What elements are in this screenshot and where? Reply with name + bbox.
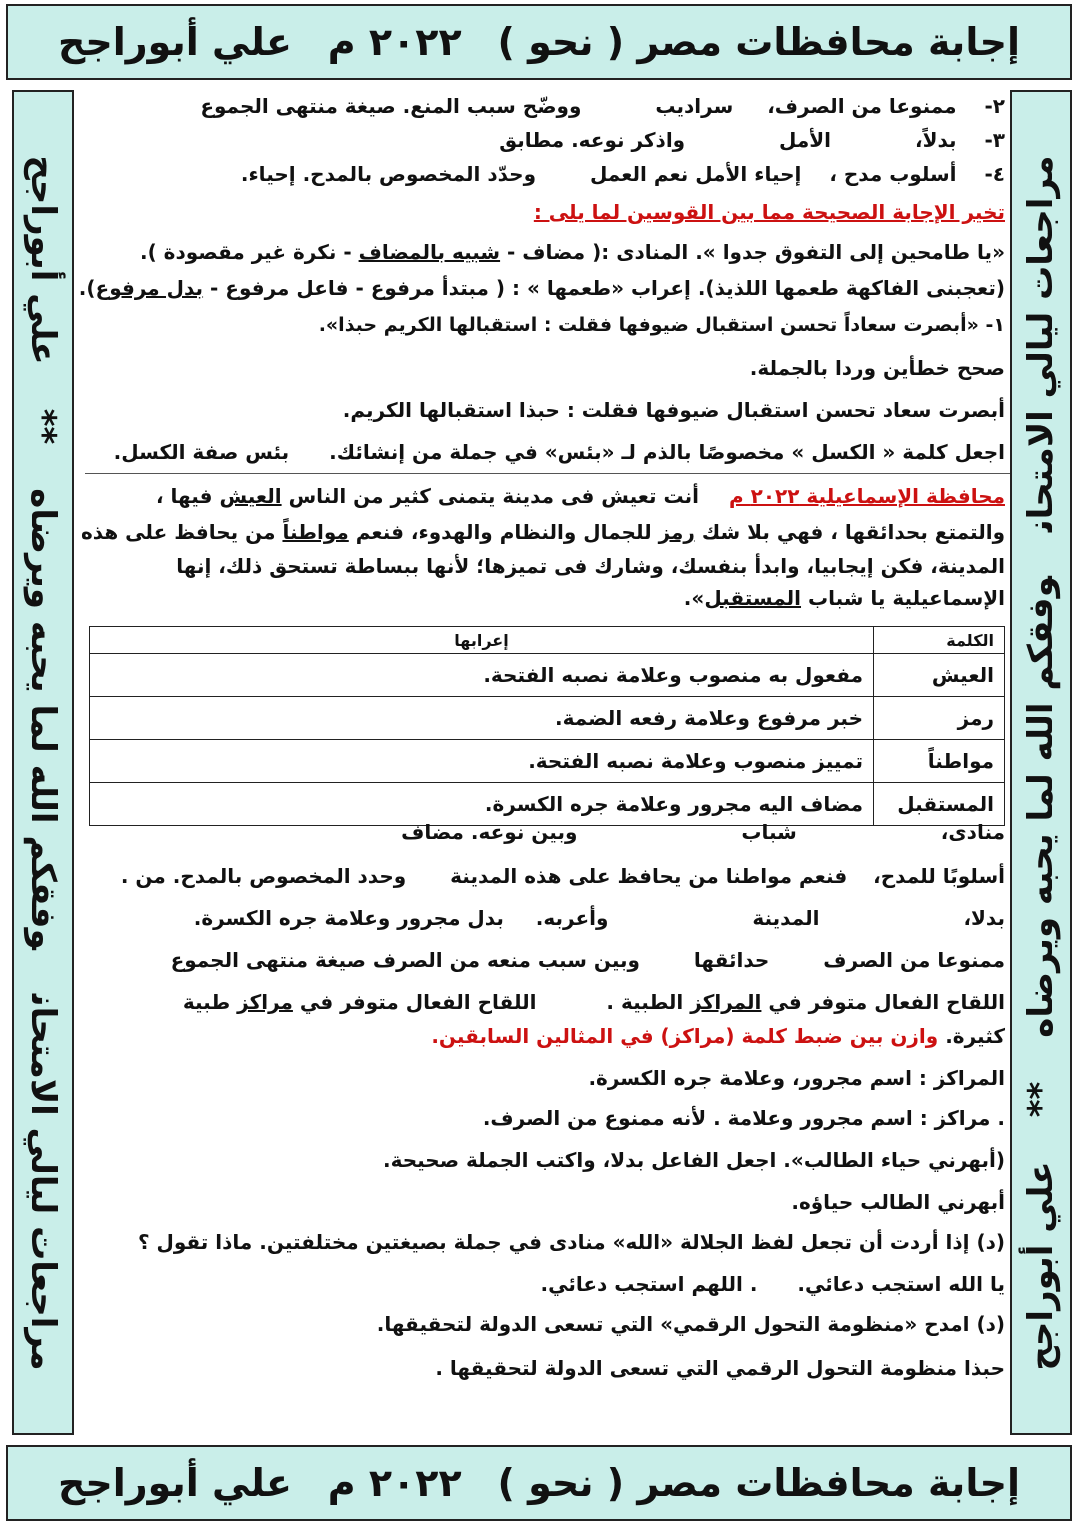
text: أنت تعيش فى مدينة يتمنى كثير من الناس	[288, 484, 700, 508]
cell-irab: خبر مرفوع وعلامة رفعه الضمة.	[90, 697, 874, 740]
answer-underlined: بدل مرفوع	[95, 276, 204, 300]
text: فيها ،	[155, 484, 213, 508]
text: بئس صفة الكسل.	[113, 440, 290, 464]
line-abharani-a: أبهرني الطالب حياؤه.	[791, 1190, 1005, 1214]
line-d2-question: (د) امدح «منظومة التحول الرقمي» التي تسعى الدولة لتحقيقها.	[376, 1312, 1005, 1336]
text: سراديب	[655, 94, 734, 118]
right-side-part1: مراجعات ليالي الامتحان	[1021, 154, 1061, 532]
text: بدلا،	[963, 906, 1005, 930]
line-liqah	[183, 990, 1005, 1014]
table-header-row	[90, 627, 1005, 654]
text: وأعربه.	[535, 906, 609, 930]
text: إحياء الأمل نعم العمل	[589, 162, 802, 186]
text: كثيرة.	[945, 1024, 1005, 1048]
text: والتمتع بحدائقها ، فهي بلا شك	[701, 520, 1005, 544]
choose-heading: تخير الإجابة الصحيحة مما بين القوسين لما يلى :	[533, 200, 1005, 224]
main-content	[80, 90, 1005, 1435]
text: . اللهم استجب دعائي.	[540, 1272, 758, 1296]
table-row	[90, 740, 1005, 783]
text: فنعم مواطنا من يحافظ على هذه المدينة	[450, 864, 848, 888]
line-p3: المدينة، فكن إيجابيا، وابدأ بنفسك، وشارك فى تميزها؛ لأنها ببساطة تستحق ذلك، إنها	[176, 554, 1005, 578]
banner-title: إجابة محافظات مصر ( نحو )	[497, 20, 1020, 64]
text: اجعل كلمة « الكسل » مخصوصًا بالذم لـ «بئس» في جملة من إنشائك.	[329, 440, 1005, 464]
text: طبية	[182, 990, 231, 1014]
text: ممنوعا من الصرف	[823, 948, 1005, 972]
right-side-part4: علي أبوراجح	[1021, 1160, 1061, 1371]
text: وبين نوعه. مضاف	[401, 820, 578, 844]
top-banner	[6, 4, 1072, 80]
line-q2	[79, 276, 1005, 300]
line-q3: ١- «أبصرت سعاداً تحسن استقبال ضيوفها فقلت : استقبالها الكريم حبذا».	[318, 314, 1005, 336]
line-d1-answers	[540, 1272, 1005, 1296]
text: - نكرة غير مقصودة ).	[139, 240, 352, 264]
text: وحدد المخصوص بالمدح. من .	[120, 864, 407, 888]
text: ممنوعا من الصرف،	[767, 94, 957, 118]
underlined-word: مراكز	[237, 990, 293, 1014]
table-row	[90, 697, 1005, 740]
left-side-part2: وفقكم الله لما يحبه ويرضاه	[23, 487, 63, 950]
line-abharani-q: (أبهرني حياء الطالب». اجعل الفاعل بدلا، واكتب الجملة صحيحة.	[383, 1148, 1005, 1172]
banner-year: ٢٠٢٢ م	[327, 20, 462, 64]
line-q3-answer: أبصرت سعاد تحسن استقبال ضيوفها فقلت : حبذا استقبالها الكريم.	[342, 398, 1005, 422]
header-word: الكلمة	[874, 627, 1005, 654]
right-side-part3: **	[1021, 1081, 1061, 1117]
right-side-part2: وفقكم الله لما يحبه ويرضاه	[1021, 575, 1061, 1038]
line-p1	[156, 484, 1005, 508]
underlined-word: مواطناً	[282, 520, 349, 544]
banner-author: علي أبوراجح	[58, 20, 292, 64]
item-number: ٢-	[984, 94, 1005, 118]
line-marakiz-2: . مراكز : اسم مجرور وعلامة . لأنه ممنوع من الصرف.	[482, 1106, 1005, 1130]
irab-table	[89, 626, 1005, 826]
left-side-text	[23, 133, 63, 1392]
text: ووضّح سبب المنع. صيغة منتهى الجموع	[200, 94, 582, 118]
underlined-word: رمز	[658, 520, 695, 544]
answer-underlined: شبيه بالمضاف	[358, 240, 501, 264]
bottom-banner	[6, 1445, 1072, 1521]
line-q4	[114, 440, 1005, 464]
right-side-text	[1021, 133, 1061, 1392]
item-number: ٣-	[984, 128, 1005, 152]
cell-word: مواطناً	[874, 740, 1005, 783]
line-madh-2	[121, 864, 1005, 888]
text: اللقاح الفعال متوفر في	[768, 990, 1005, 1014]
line-p4	[684, 586, 1005, 610]
cell-irab: مضاف اليه مجرور وعلامة جره الكسرة.	[90, 783, 874, 826]
red-instruction: وازن بين ضبط كلمة (مراكز) في المثالين السابقين.	[431, 1024, 939, 1048]
text: «يا طامحين إلى التفوق جدوا ». المنادى :( مضاف -	[507, 240, 1005, 264]
line-q3-instruction: صحح خطأين وردا بالجملة.	[749, 356, 1005, 380]
banner-author: علي أبوراجح	[58, 1461, 292, 1505]
cell-word: رمز	[874, 697, 1005, 740]
underlined-word: المستقبل	[704, 586, 802, 610]
text: الأمل	[779, 128, 832, 152]
section-divider	[85, 473, 1010, 474]
left-side-part4: علي أبوراجح	[23, 154, 63, 365]
right-side-strip	[1010, 90, 1072, 1435]
text: اللقاح الفعال متوفر في	[299, 990, 537, 1014]
banner-year: ٢٠٢٢ م	[327, 1461, 462, 1505]
line-badal	[499, 128, 1005, 152]
line-q1	[140, 240, 1005, 264]
line-munada	[401, 820, 1005, 844]
table-row	[90, 654, 1005, 697]
line-p2	[81, 520, 1005, 544]
line-d1-question: (د) إذا أردت أن تجعل لفظ الجلالة «الله» منادى في جملة بصيغتين مختلفتين. ماذا تقول ؟	[137, 1230, 1005, 1254]
text: واذكر نوعه. مطابق	[499, 128, 686, 152]
text: ).	[78, 276, 96, 300]
text: الإسماعيلية يا شباب	[807, 586, 1005, 610]
text: شباب	[741, 820, 797, 844]
text: بدلاً،	[914, 128, 957, 152]
cell-irab: تمييز منصوب وعلامة نصبه الفتحة.	[90, 740, 874, 783]
line-mamnu-2	[171, 948, 1005, 972]
text: وبين سبب منعه من الصرف صيغة منتهى الجموع	[170, 948, 640, 972]
header-irab: إعرابها	[90, 627, 874, 654]
text: منادى،	[940, 820, 1005, 844]
banner-title: إجابة محافظات مصر ( نحو )	[497, 1461, 1020, 1505]
text: أسلوبًا للمدح،	[873, 864, 1005, 888]
underlined-word: العيش	[219, 484, 282, 508]
text: المدينة	[752, 906, 820, 930]
line-mamnu	[200, 94, 1005, 118]
cell-word: العيش	[874, 654, 1005, 697]
cell-word: المستقبل	[874, 783, 1005, 826]
text: حدائقها	[693, 948, 770, 972]
item-number: ٤-	[984, 162, 1005, 186]
line-madh	[241, 162, 1005, 186]
text: الطبية .	[606, 990, 684, 1014]
cell-irab: مفعول به منصوب وعلامة نصبه الفتحة.	[90, 654, 874, 697]
line-marakiz-1: المراكز : اسم مجرور، وعلامة جره الكسرة.	[588, 1066, 1005, 1090]
text: من يحافظ على هذه	[80, 520, 276, 544]
line-weigh	[431, 1024, 1005, 1048]
text: بدل مجرور وعلامة جره الكسرة.	[193, 906, 504, 930]
left-side-part3: **	[23, 408, 63, 444]
text: ».	[683, 586, 705, 610]
underlined-word: المراكز	[690, 990, 762, 1014]
text: أسلوب مدح ،	[829, 162, 957, 186]
line-d2-answer: حبذا منظومة التحول الرقمي التي تسعى الدولة لتحقيقها .	[435, 1356, 1005, 1380]
line-badal-2	[194, 906, 1005, 930]
text: يا الله استجب دعائي.	[797, 1272, 1005, 1296]
left-side-strip	[12, 90, 74, 1435]
governorate-heading: محافظة الإسماعيلية ٢٠٢٢ م	[728, 484, 1005, 508]
text: (تعجبنى الفاكهة طعمها اللذيذ). إعراب «طعمها » : ( مبتدأ مرفوع - فاعل مرفوع -	[210, 276, 1005, 300]
text: وحدّد المخصوص بالمدح. إحياء.	[240, 162, 537, 186]
left-side-part1: مراجعات ليالي الامتحان	[23, 993, 63, 1371]
text: للجمال والنظام والهدوء، فنعم	[355, 520, 652, 544]
